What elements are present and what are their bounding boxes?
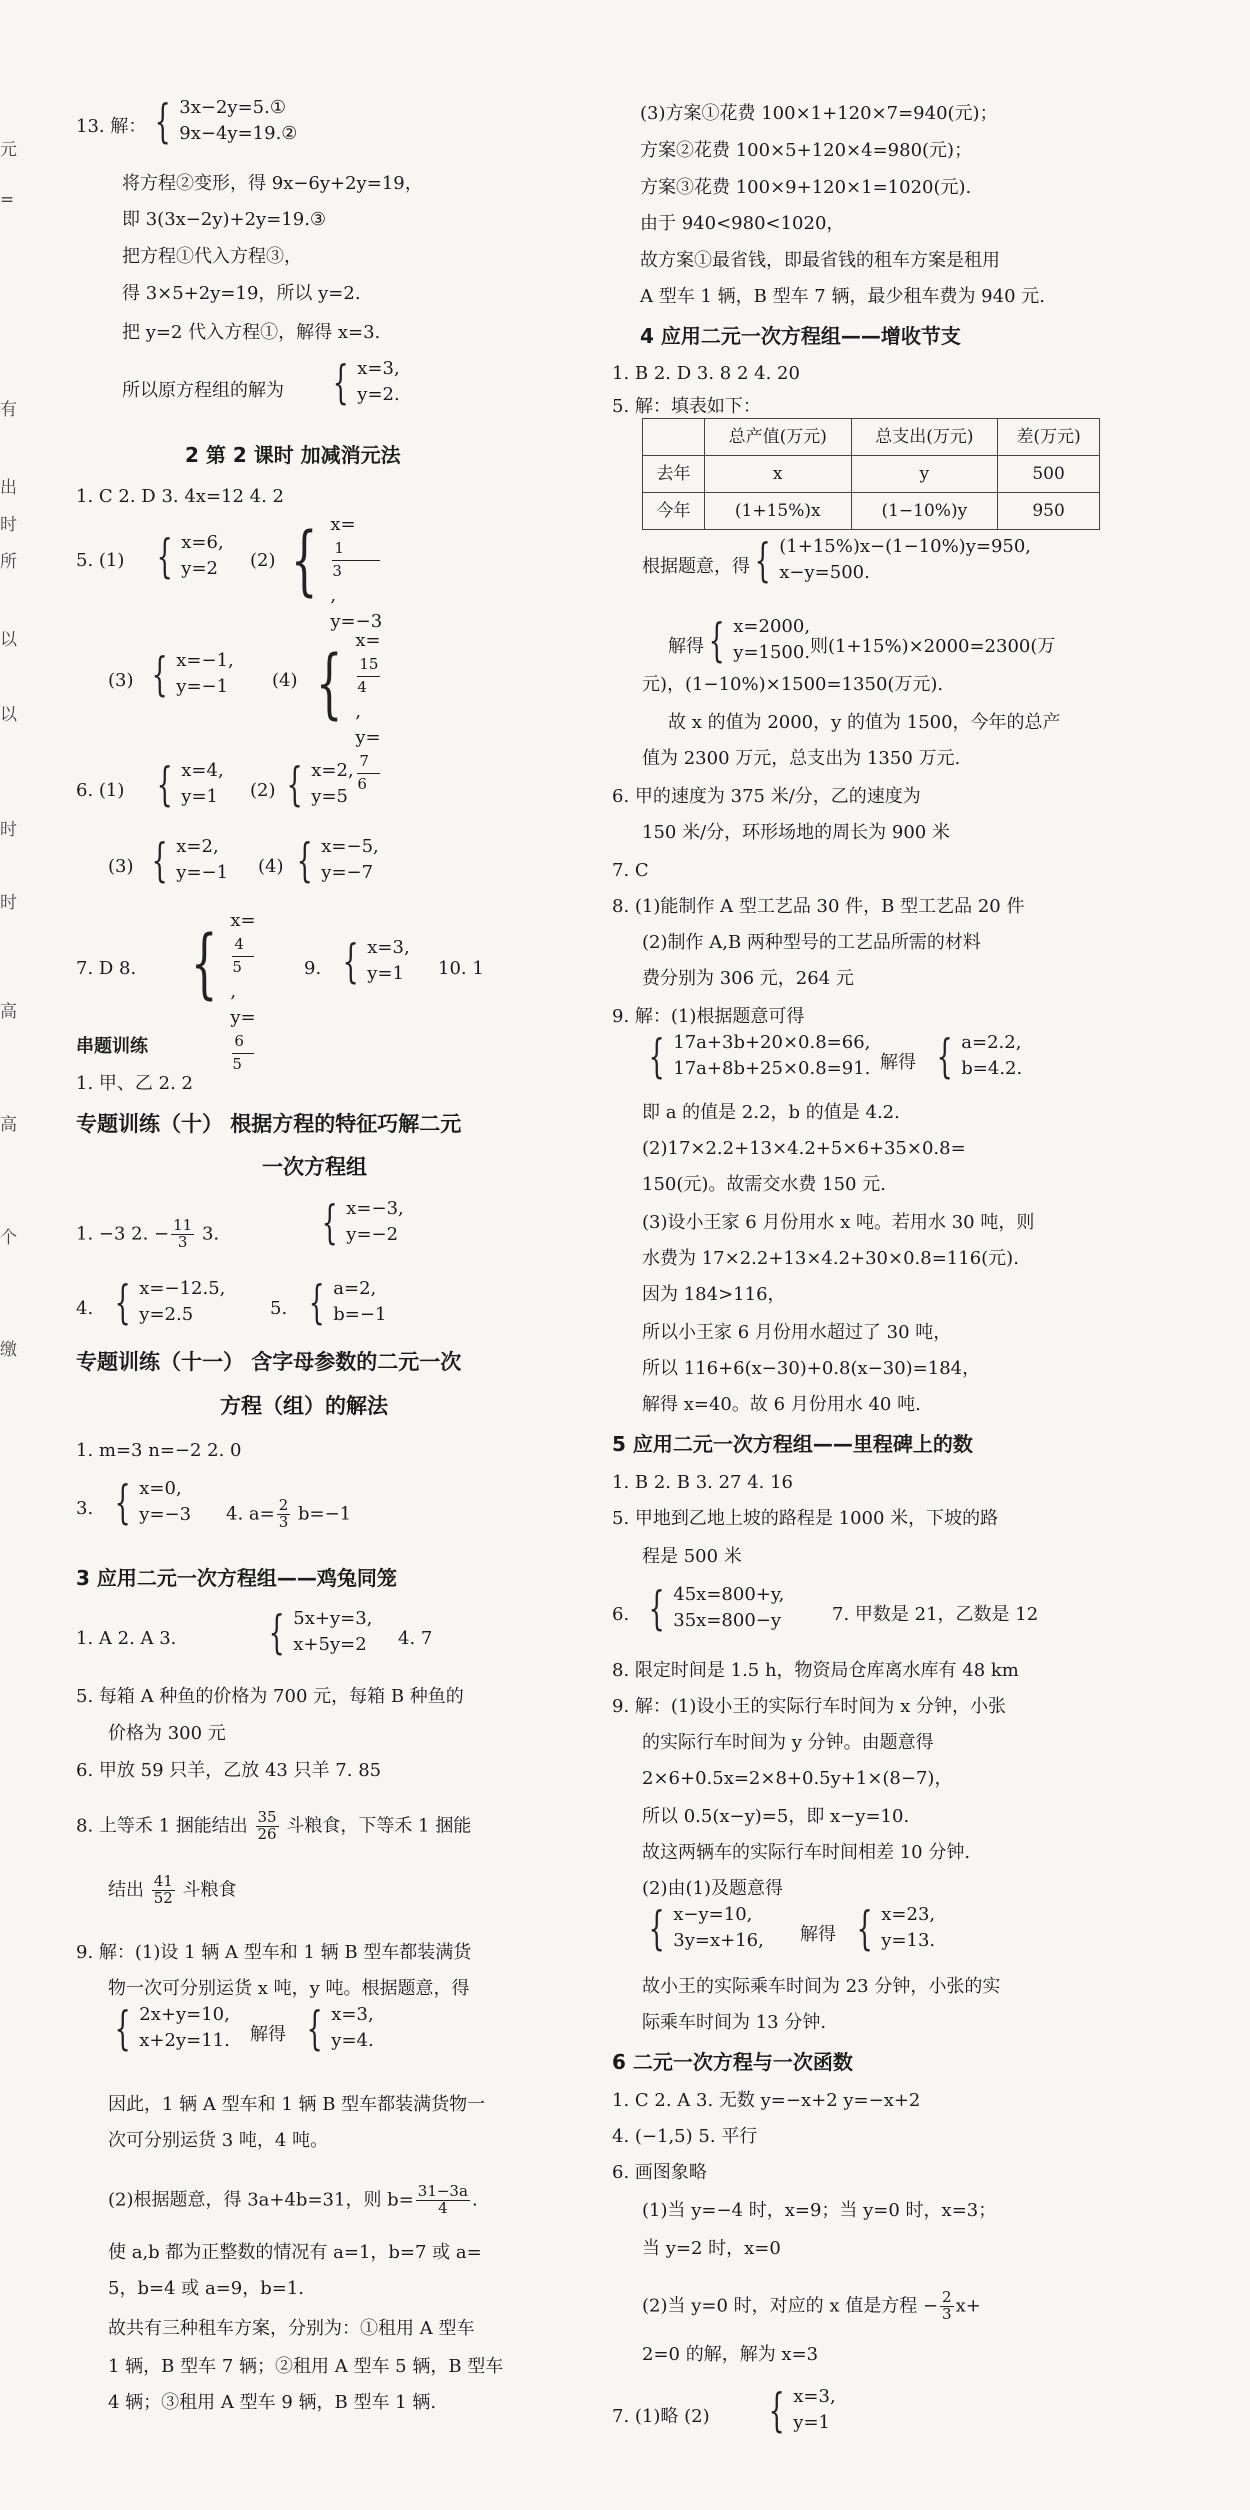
q13-line: 所以原方程组的解为	[122, 380, 284, 401]
s5-q9-solve: 解得	[800, 1924, 836, 1945]
s4-line: (2)17×2.2+13×4.2+5×6+35×0.8=	[642, 1138, 966, 1159]
s2-q5-3-label: (3)	[108, 670, 134, 691]
s4-line: 7. C	[612, 860, 649, 881]
s5-line: 5. 甲地到乙地上坡的路程是 1000 米，下坡的路	[612, 1508, 999, 1529]
s2-q5-2-label: (2)	[250, 550, 276, 571]
s4-line: 即 a 的值是 2.2，b 的值是 4.2.	[642, 1102, 900, 1123]
table-cell: 去年	[643, 456, 705, 493]
edge-char: 个	[0, 1228, 17, 1248]
s4-line: 解得 x=40。故 6 月份用水 40 吨.	[642, 1394, 921, 1415]
r-line: 方案②花费 100×5+120×4=980(元)；	[640, 140, 973, 161]
q13-solution: { x=3, y=2.	[332, 355, 400, 410]
s2-q6-4-label: (4)	[258, 856, 284, 877]
s3-q9-system: { 2x+y=10, x+2y=11.	[114, 2001, 230, 2056]
table-header-row	[643, 419, 1100, 456]
edge-char: 高	[0, 1115, 17, 1135]
topic-10-heading: 专题训练（十） 根据方程的特征巧解二元	[76, 1112, 462, 1136]
q13-line: 把 y=2 代入方程①，解得 x=3.	[122, 322, 381, 343]
table-row	[643, 456, 1100, 493]
s2-q5-label: 5. (1)	[76, 550, 125, 571]
t11-q4: 4. a= $\frac{2}{3}$ b=−1	[226, 1496, 352, 1531]
s3-line: 9. 解：(1)设 1 辆 A 型车和 1 辆 B 型车都装满货	[76, 1942, 472, 1963]
s3-line: 1 辆，B 型车 7 辆；②租用 A 型车 5 辆，B 型车	[108, 2356, 504, 2377]
s2-q7: 7. D 8.	[76, 958, 137, 979]
s4-line: (2)制作 A,B 两种型号的工艺品所需的材料	[642, 932, 981, 953]
s4-line: (3)设小王家 6 月份用水 x 吨。若用水 30 吨，则	[642, 1212, 1035, 1233]
s4-line: 根据题意，得	[642, 556, 750, 577]
s4-line: 值为 2300 万元，总支出为 1350 万元.	[642, 748, 961, 769]
table-cell: 今年	[643, 493, 705, 530]
s5-line: 9. 解：(1)设小王的实际行车时间为 x 分钟，小张	[612, 1696, 1006, 1717]
s2-q6-4: { x=−5, y=−7	[296, 833, 379, 888]
s4-line: 因为 184>116，	[642, 1284, 786, 1305]
q13-label: 13. 解：	[76, 116, 147, 137]
chuan-heading: 串题训练	[76, 1036, 148, 1057]
s5-line: 2×6+0.5x=2×8+0.5y+1×(8−7)，	[642, 1768, 953, 1789]
s3-line: 5，b=4 或 a=9，b=1.	[108, 2278, 304, 2299]
s5-line: 的实际行车时间为 y 分钟。由题意得	[642, 1732, 934, 1753]
table-row	[643, 493, 1100, 530]
t10-q4: { x=−12.5, y=2.5	[114, 1275, 226, 1330]
section-6-heading: 6 二元一次方程与一次函数	[612, 2050, 853, 2074]
edge-char: 有	[0, 400, 17, 420]
table-cell: (1−10%)y	[851, 493, 998, 530]
edge-char: 出	[0, 478, 17, 498]
s3-line: 因此，1 辆 A 型车和 1 辆 B 型车都装满货物一	[108, 2094, 486, 2115]
t10-line: 1. −3 2. − $\frac{11}{3}$ 3.	[76, 1216, 220, 1251]
edge-char: 时	[0, 515, 17, 535]
r-line: 方案③花费 100×9+120×1=1020(元).	[640, 177, 972, 198]
s5-q6: { 45x=800+y, 35x=800−y	[648, 1581, 785, 1636]
s6-q7: { x=3, y=1	[768, 2383, 836, 2438]
t11-q3: { x=0, y=−3	[114, 1475, 192, 1530]
s6-q7-label: 7. (1)略 (2)	[612, 2406, 710, 2427]
s4-line: 元)，(1−10%)×1500=1350(万元).	[642, 674, 944, 695]
s3-line: 次可分别运货 3 吨，4 吨。	[108, 2130, 329, 2151]
s2-q9: { x=3, y=1	[342, 934, 410, 989]
s4-line: 6. 甲的速度为 375 米/分，乙的速度为	[612, 786, 921, 807]
q13-line: 将方程②变形，得 9x−6y+2y=19，	[122, 173, 423, 194]
s5-line: 1. B 2. B 3. 27 4. 16	[612, 1472, 794, 1493]
s2-q5-2: { x= 1 3 , y=−3	[290, 514, 383, 632]
topic-11-heading: 专题训练（十一） 含字母参数的二元一次	[76, 1350, 462, 1374]
s4-line: 故 x 的值为 2000，y 的值为 1500，今年的总产	[668, 712, 1061, 733]
s4-line: 150 米/分，环形场地的周长为 900 米	[642, 822, 950, 843]
s4-line: 8. (1)能制作 A 型工艺品 30 件，B 型工艺品 20 件	[612, 896, 1025, 917]
table-cell: x	[704, 456, 851, 493]
s4-line: 费分别为 306 元，264 元	[642, 968, 854, 989]
t11-line: 1. m=3 n=−2 2. 0	[76, 1440, 242, 1461]
s2-q6-3-label: (3)	[108, 856, 134, 877]
t10-q5-label: 5.	[270, 1298, 288, 1319]
s4-line: 水费为 17×2.2+13×4.2+30×0.8=116(元).	[642, 1248, 1019, 1269]
s2-q5-3: { x=−1, y=−1	[151, 647, 234, 702]
table-cell: 950	[998, 493, 1100, 530]
edge-char: 元	[0, 140, 17, 160]
s5-line: 故小王的实际乘车时间为 23 分钟，小张的实	[642, 1976, 1001, 1997]
s5-q9-answer: { x=23, y=13.	[856, 1901, 936, 1956]
s2-q8: { x= 4 5 , y= 6 5	[190, 910, 256, 1073]
edge-char: 时	[0, 893, 17, 913]
s2-q5-4: { x= 15 4 , y= 7 6	[315, 630, 381, 793]
topic-11-heading-2: 方程（组）的解法	[220, 1394, 388, 1418]
s6-line: 当 y=2 时，x=0	[642, 2238, 781, 2259]
table-header: 差(万元)	[998, 419, 1100, 456]
r-line: 由于 940<980<1020，	[640, 213, 845, 234]
s4-line: 9. 解：(1)根据题意可得	[612, 1006, 805, 1027]
s6-line-fraction: (2)当 y=0 时，对应的 x 值是方程 − $\frac{2}{3}$ x+	[642, 2288, 981, 2323]
s5-q9-system: { x−y=10, 3y=x+16,	[648, 1901, 764, 1956]
s3-line: 物一次可分别运货 x 吨，y 吨。根据题意，得	[108, 1978, 470, 1999]
r-line: A 型车 1 辆，B 型车 7 辆，最少租车费为 940 元.	[640, 286, 1045, 307]
s3-line: 4 辆；③租用 A 型车 9 辆，B 型车 1 辆.	[108, 2392, 437, 2413]
table-cell: y	[851, 456, 998, 493]
table-header: 总产值(万元)	[704, 419, 851, 456]
topic-10-heading-2: 一次方程组	[262, 1155, 367, 1179]
s4-q9-answer: { a=2.2, b=4.2.	[936, 1029, 1023, 1084]
q13-line: 得 3×5+2y=19，所以 y=2.	[122, 283, 361, 304]
s4-system-1: { (1+15%)x−(1−10%)y=950, x−y=500.	[754, 533, 1032, 588]
s6-line: (1)当 y=−4 时，x=9；当 y=0 时，x=3；	[642, 2200, 997, 2221]
s3-line: 5. 每箱 A 种鱼的价格为 700 元，每箱 B 种鱼的	[76, 1686, 464, 1707]
chuan-line: 1. 甲、乙 2. 2	[76, 1073, 193, 1094]
s4-system-2: { x=2000, y=1500.	[708, 613, 811, 668]
s3-q3: { 5x+y=3, x+5y=2	[268, 1605, 373, 1660]
s4-q9-solve: 解得	[880, 1052, 916, 1073]
q13-system: { 3x−2y=5.① 9x−4y=19.②	[154, 94, 298, 149]
s2-q9-label: 9.	[304, 958, 322, 979]
t11-q3-label: 3.	[76, 1498, 94, 1519]
s2-q5-1: { x=6, y=2	[156, 529, 224, 584]
s4-line: 则(1+15%)×2000=2300(万	[810, 636, 1056, 657]
edge-char: 缴	[0, 1340, 17, 1360]
s2-q5-4-label: (4)	[272, 670, 298, 691]
t10-q3: { x=−3, y=−2	[321, 1195, 404, 1250]
s5-line: 8. 限定时间是 1.5 h，物资局仓库离水库有 48 km	[612, 1660, 1019, 1681]
s5-line: 故这两辆车的实际行车时间相差 10 分钟.	[642, 1842, 971, 1863]
s3-q8-line-2: 结出 $\frac{41}{52}$ 斗粮食	[108, 1872, 237, 1907]
s4-q9-system: { 17a+3b+20×0.8=66, 17a+8b+25×0.8=91.	[648, 1029, 871, 1084]
s4-line: 1. B 2. D 3. 8 2 4. 20	[612, 363, 800, 384]
s2-q6-2: { x=2, y=5	[286, 757, 354, 812]
s5-line: 际乘车时间为 13 分钟.	[642, 2012, 827, 2033]
r-line: 故方案①最省钱，即最省钱的租车方案是租用	[640, 250, 1000, 271]
s3-q9-solve: 解得	[250, 2024, 286, 2045]
s2-q6-label: 6. (1)	[76, 780, 125, 801]
s2-q6-2-label: (2)	[250, 780, 276, 801]
s6-line: 4. (−1,5) 5. 平行	[612, 2126, 758, 2147]
s2-line: 1. C 2. D 3. 4x=12 4. 2	[76, 486, 284, 507]
edge-char: 时	[0, 820, 17, 840]
s6-line: 6. 画图象略	[612, 2162, 707, 2183]
table-header: 总支出(万元)	[851, 419, 998, 456]
s3-line: 使 a,b 都为正整数的情况有 a=1，b=7 或 a=	[108, 2242, 482, 2263]
s4-line: 所以小王家 6 月份用水超过了 30 吨，	[642, 1322, 952, 1343]
s3-line: 1. A 2. A 3.	[76, 1628, 177, 1649]
t10-q4-label: 4.	[76, 1298, 94, 1319]
s5-q7: 7. 甲数是 21，乙数是 12	[832, 1604, 1039, 1625]
table-cell: 500	[998, 456, 1100, 493]
s6-line: 1. C 2. A 3. 无数 y=−x+2 y=−x+2	[612, 2090, 921, 2111]
s3-q4: 4. 7	[398, 1628, 433, 1649]
section-2-heading: 2 第 2 课时 加减消元法	[185, 443, 401, 467]
s2-q6-3: { x=2, y=−1	[151, 833, 229, 888]
s3-line: 6. 甲放 59 只羊，乙放 43 只羊 7. 85	[76, 1760, 382, 1781]
edge-char: 高	[0, 1002, 17, 1022]
edge-char: 以	[0, 630, 17, 650]
s6-line: 2=0 的解，解为 x=3	[642, 2344, 819, 2365]
s3-q8-line: 8. 上等禾 1 捆能结出 $\frac{35}{26}$ 斗粮食，下等禾 1 捆能	[76, 1808, 472, 1843]
t10-q5: { a=2, b=−1	[308, 1275, 387, 1330]
s4-line: 5. 解：填表如下：	[612, 396, 761, 417]
s4-line: 所以 116+6(x−30)+0.8(x−30)=184，	[642, 1358, 981, 1379]
edge-char: 所	[0, 552, 17, 572]
s2-q10: 10. 1	[438, 958, 484, 979]
r-line: (3)方案①花费 100×1+120×7=940(元)；	[640, 103, 998, 124]
table-header	[643, 419, 705, 456]
s3-line: 价格为 300 元	[108, 1723, 226, 1744]
edge-char: =	[0, 190, 15, 210]
section-5-heading: 5 应用二元一次方程组——里程碑上的数	[612, 1432, 973, 1456]
s3-line: 故共有三种租车方案，分别为：①租用 A 型车	[108, 2318, 475, 2339]
s5-line: 程是 500 米	[642, 1546, 742, 1567]
q13-line: 即 3(3x−2y)+2y=19.③	[122, 209, 327, 230]
s3-q9e-line: (2)根据题意，得 3a+4b=31，则 b= $\frac{31-3a}{4}$ .	[108, 2182, 478, 2217]
s5-line: 所以 0.5(x−y)=5，即 x−y=10.	[642, 1806, 910, 1827]
s3-q9-answer: { x=3, y=4.	[306, 2001, 374, 2056]
s2-q6-1: { x=4, y=1	[156, 757, 224, 812]
edge-char: 以	[0, 705, 17, 725]
table-cell: (1+15%)x	[704, 493, 851, 530]
s4-line: 解得	[668, 636, 704, 657]
section-4-heading: 4 应用二元一次方程组——增收节支	[640, 324, 961, 348]
s4-line: 150(元)。故需交水费 150 元.	[642, 1174, 886, 1195]
s5-q6-label: 6.	[612, 1604, 630, 1625]
q13-line: 把方程①代入方程③，	[122, 246, 302, 267]
s4-table	[642, 418, 1100, 530]
s5-line: (2)由(1)及题意得	[642, 1878, 783, 1899]
section-3-heading: 3 应用二元一次方程组——鸡兔同笼	[76, 1566, 397, 1590]
